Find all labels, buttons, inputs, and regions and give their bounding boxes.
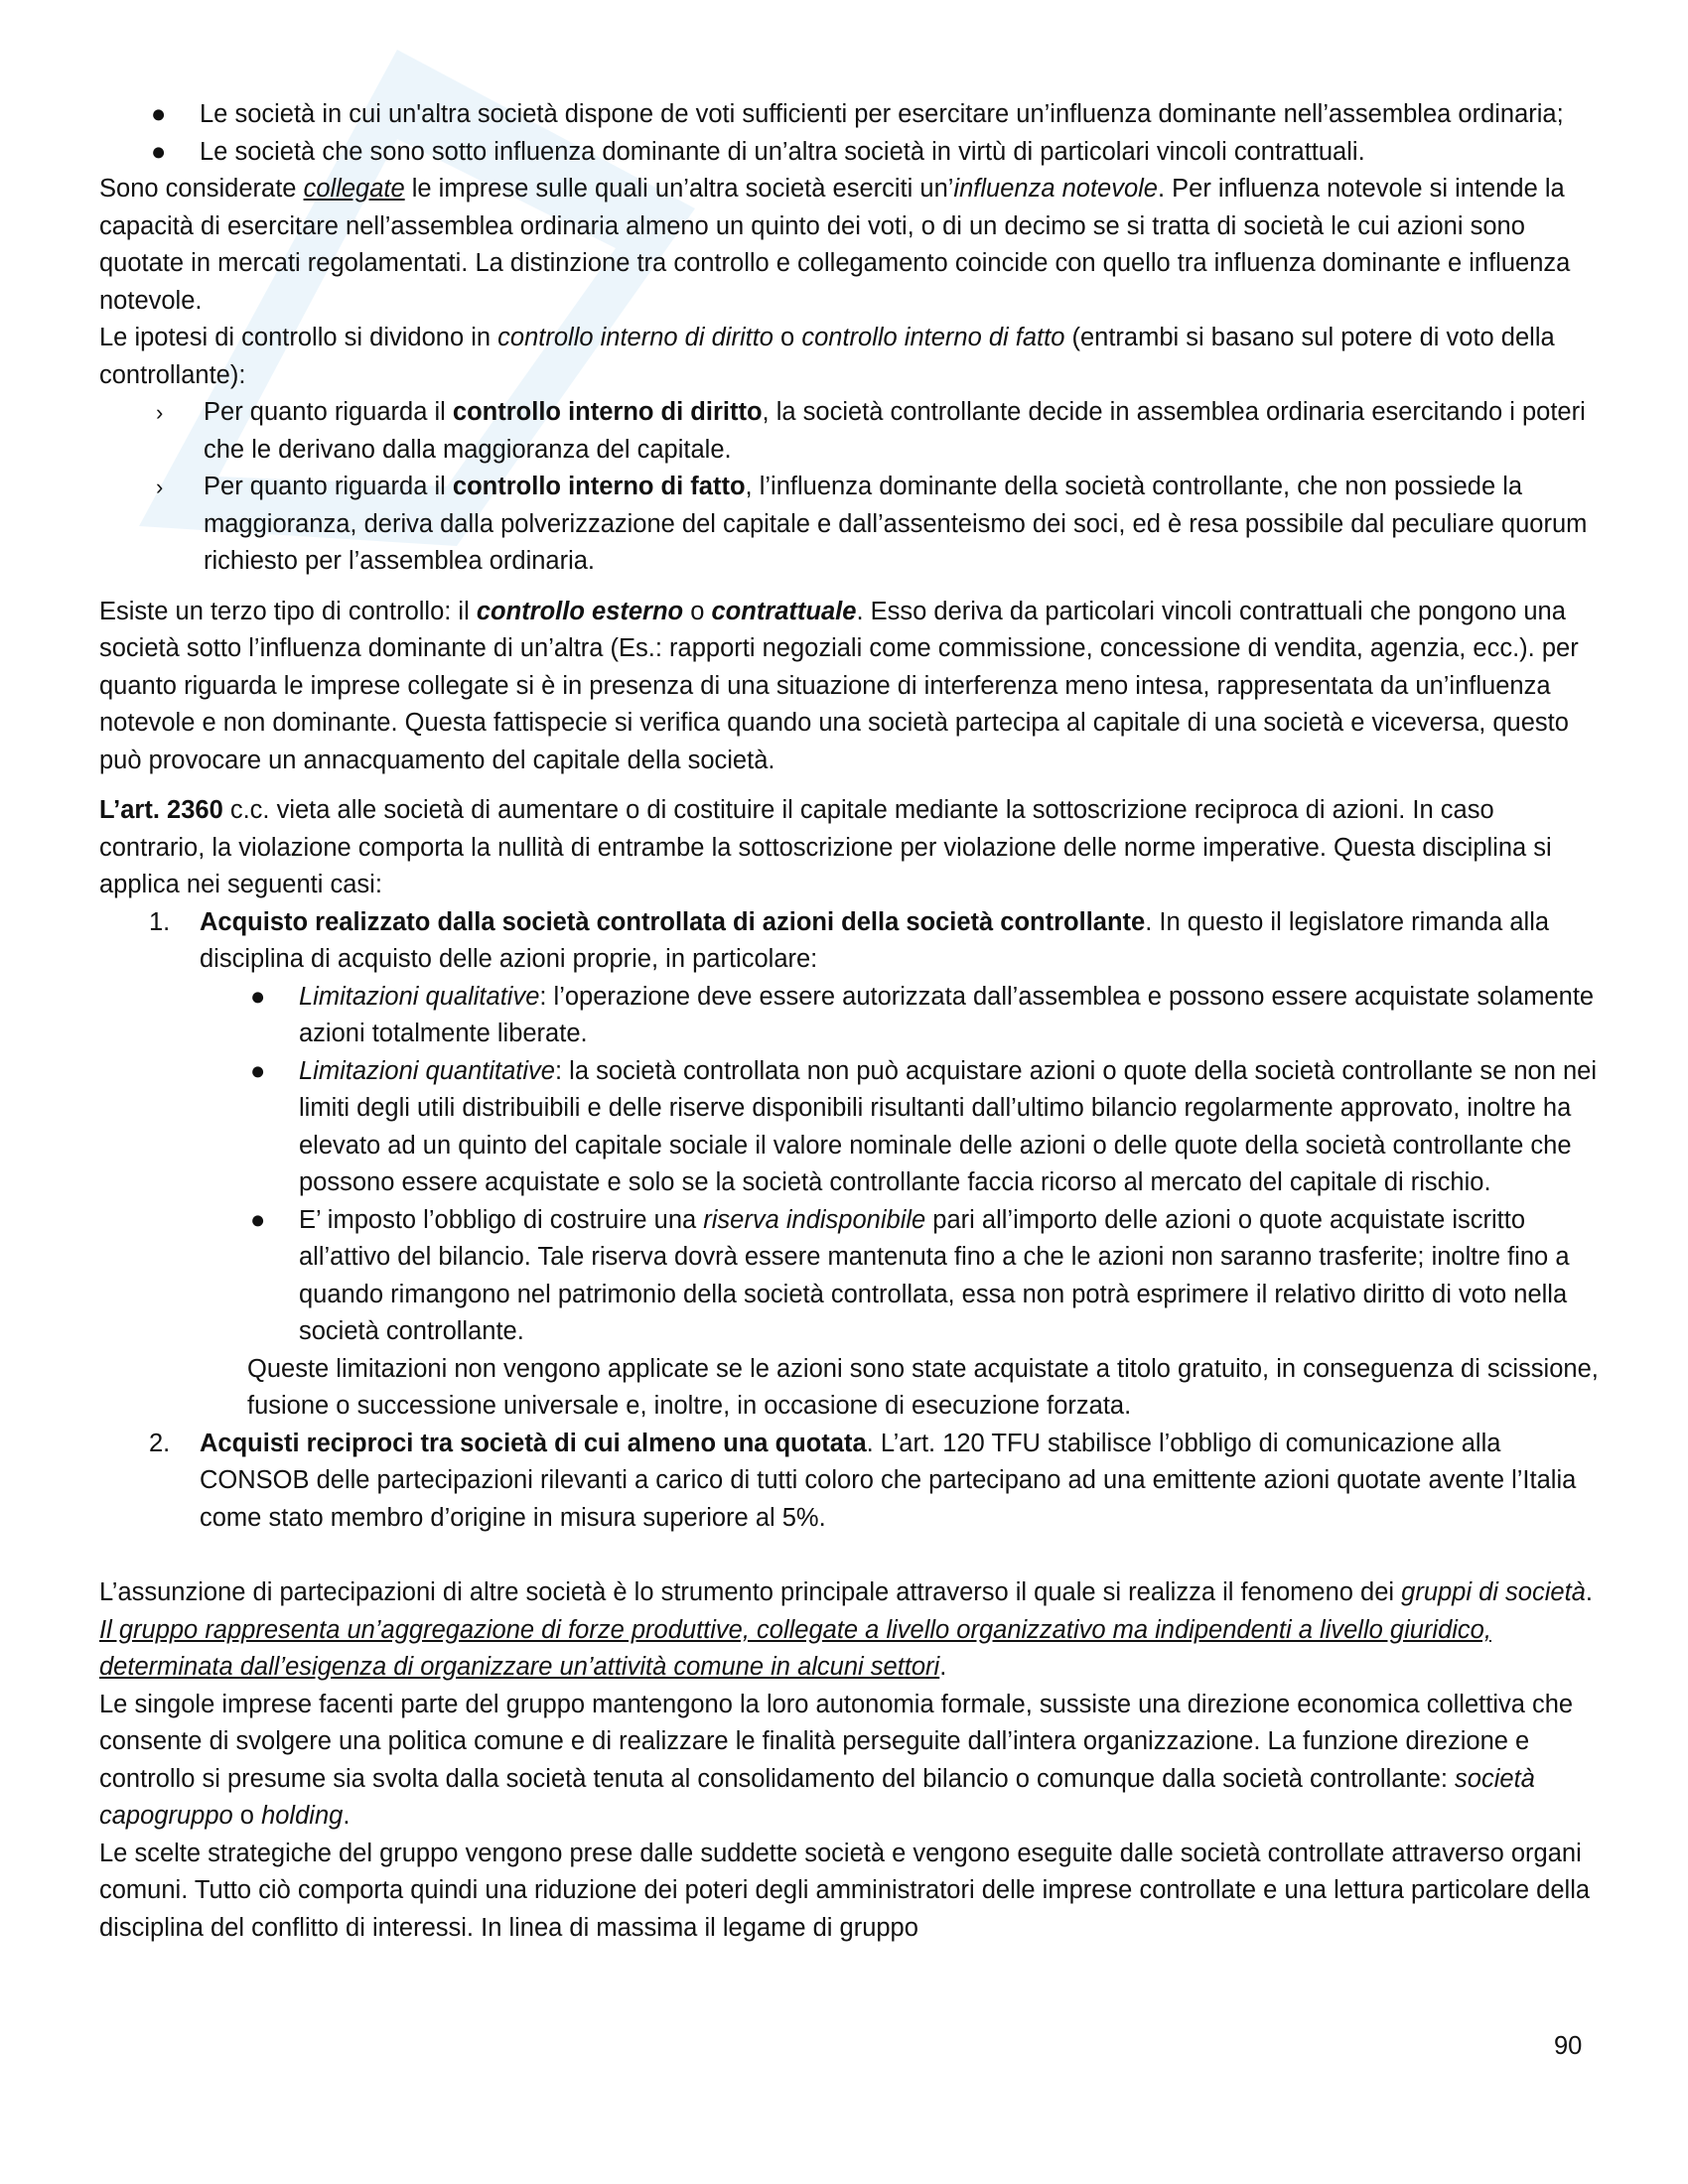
list-item: ● Limitazioni quantitative: la società controllata non può acquistare azioni o quote della società controllante se non nei limiti degli utili distribuibili e delle riserve disponibili risultanti dall’ultimo bilancio regolarmente approvato, inoltre ha elevato ad un quinto del capitale sociale il valore nominale delle azioni o delle quote della società controllante che possono essere acquistate e solo se la società controllante faccia ricorso al mercato del capitale di rischio.: [99, 1053, 1604, 1202]
numbered-list-2: [99, 1426, 1604, 1538]
list-item: ● Le società in cui un'altra società dispone de voti sufficienti per esercitare un’influenza dominante nell’assemblea ordinaria;: [99, 96, 1604, 134]
arrow-list: [99, 394, 1604, 581]
list-item: 1. Acquisto realizzato dalla società controllata di azioni della società controllante. In questo il legislatore rimanda alla disciplina di acquisto delle azioni proprie, in particolare:: [99, 904, 1604, 979]
bullet-icon: ●: [250, 1205, 266, 1234]
numbered-list: [99, 904, 1604, 979]
term-influenza-notevole: influenza notevole: [953, 175, 1158, 203]
paragraph-gruppi: L’assunzione di partecipazioni di altre società è lo strumento principale attraverso il quale si realizza il fenomeno dei gruppi di società. Il gruppo rappresenta un’aggregazione di forze produttive, collegate a livello organizzativo ma indipendenti a livello giuridico, determinata dall’esigenza di organizzare un’attività comune in alcuni settori.: [99, 1578, 1593, 1681]
paragraph-art-2360: L’art. 2360 c.c. vieta alle società di aumentare o di costituire il capitale mediante la sottoscrizione reciproca di azioni. In caso contrario, la violazione comporta la nullità di entrambe la sottoscrizione per violazione delle norme imperative. Questa disciplina si applica nei seguenti casi:: [99, 796, 1552, 898]
bullet-icon: ●: [250, 1056, 266, 1085]
list-item: ● Le società che sono sotto influenza dominante di un’altra società in virtù di particolari vincoli contrattuali.: [99, 134, 1604, 172]
bullet-icon: ●: [151, 137, 167, 166]
bullet-list-top: [99, 96, 1604, 171]
sub-bullet-list: [99, 979, 1604, 1351]
bullet-icon: ●: [250, 982, 266, 1011]
term-collegate: collegate: [303, 175, 405, 203]
limitazioni-note: Queste limitazioni non vengono applicate se le azioni sono state acquistate a titolo gratuito, in conseguenza di scissione, fusione o successione universale e, inoltre, in occasione di esecuzione forzata.: [247, 1354, 1599, 1420]
list-item: › Per quanto riguarda il controllo interno di fatto, l’influenza dominante della società controllante, che non possiede la maggioranza, deriva dalla polverizzazione del capitale e dall’assenteismo dei soci, ed è resa possibile dal peculiare quorum richiesto per l’assemblea ordinaria.: [99, 469, 1604, 581]
page-number: 90: [1554, 2032, 1583, 2060]
list-item: › Per quanto riguarda il controllo interno di diritto, la società controllante decide in assemblea ordinaria esercitando i poteri che le derivano dalla maggioranza del capitale.: [99, 394, 1604, 469]
bullet-icon: ●: [151, 100, 167, 128]
chevron-right-icon: ›: [156, 400, 164, 425]
paragraph-ipotesi: Le ipotesi di controllo si dividono in controllo interno di diritto o controllo interno di fatto (entrambi si basano sul potere di voto della controllante):: [99, 324, 1555, 389]
list-item: 2. Acquisti reciproci tra società di cui almeno una quotata. L’art. 120 TFU stabilisce l’obbligo di comunicazione alla CONSOB delle partecipazioni rilevanti a carico di tutti coloro che partecipano ad una emittente azioni quotate avente l’Italia come stato membro d’origine in misura superiore al 5%.: [99, 1426, 1604, 1538]
chevron-right-icon: ›: [156, 475, 164, 499]
paragraph-singole-imprese: Le singole imprese facenti parte del gruppo mantengono la loro autonomia formale, sussiste una direzione economica collettiva che consente di svolgere una politica comune e di realizzare le finalità perseguite dall’intera organizzazione. La funzione direzione e controllo si presume sia svolta dalla società tenuta al consolidamento del bilancio o comunque dalla società controllante: società capogruppo o holding.: [99, 1690, 1574, 1830]
paragraph-scelte: Le scelte strategiche del gruppo vengono prese dalle suddette società e vengono eseguite dalle società controllate attraverso organi comuni. Tutto ciò comporta quindi una riduzione dei poteri degli amministratori delle imprese controllate e una lettura particolare della disciplina del conflitto di interessi. In linea di massima il legame di gruppo: [99, 1839, 1591, 1942]
list-item: ● Limitazioni qualitative: l’operazione deve essere autorizzata dall’assemblea e possono essere acquistate solamente azioni totalmente liberate.: [99, 979, 1604, 1053]
paragraph-controllo-esterno: Esiste un terzo tipo di controllo: il controllo esterno o contrattuale. Esso deriva da particolari vincoli contrattuali che pongono una società sotto l’influenza dominante di un’altra (Es.: rapporti negoziali come commissione, concessione di vendita, agenzia, ecc.). per quanto riguarda le imprese collegate si è in presenza di una situazione di interferenza meno intesa, rappresentata da un’influenza notevole e non dominante. Questa fattispecie si verifica quando una società partecipa al capitale di una società e viceversa, questo può provocare un annacquamento del capitale della società.: [99, 597, 1579, 774]
list-item: ● E’ imposto l’obbligo di costruire una riserva indisponibile pari all’importo delle azioni o quote acquistate iscritto all’attivo del bilancio. Tale riserva dovrà essere mantenuta fino a che le azioni non saranno trasferite; inoltre fino a quando rimangono nel patrimonio della società controllata, essa non potrà esprimere il relativo diritto di voto nella società controllante.: [99, 1202, 1604, 1351]
list-number: 1.: [149, 907, 171, 936]
document-page: [99, 96, 1604, 1947]
definition-gruppo: Il gruppo rappresenta un’aggregazione di forze produttive, collegate a livello organizzativo ma indipendenti a livello giuridico, determinata dall’esigenza di organizzare un’attività comune in alcuni settori: [99, 1615, 1491, 1681]
paragraph-collegate: Sono considerate collegate le imprese sulle quali un’altra società eserciti un’influenza notevole. Per influenza notevole si intende la capacità di esercitare nell’assemblea ordinaria almeno un quinto dei voti, o di un decimo se si tratta di società le cui azioni sono quotate in mercati regolamentati. La distinzione tra controllo e collegamento coincide con quello tra influenza dominante e influenza notevole.: [99, 175, 1571, 315]
list-number: 2.: [149, 1429, 171, 1457]
